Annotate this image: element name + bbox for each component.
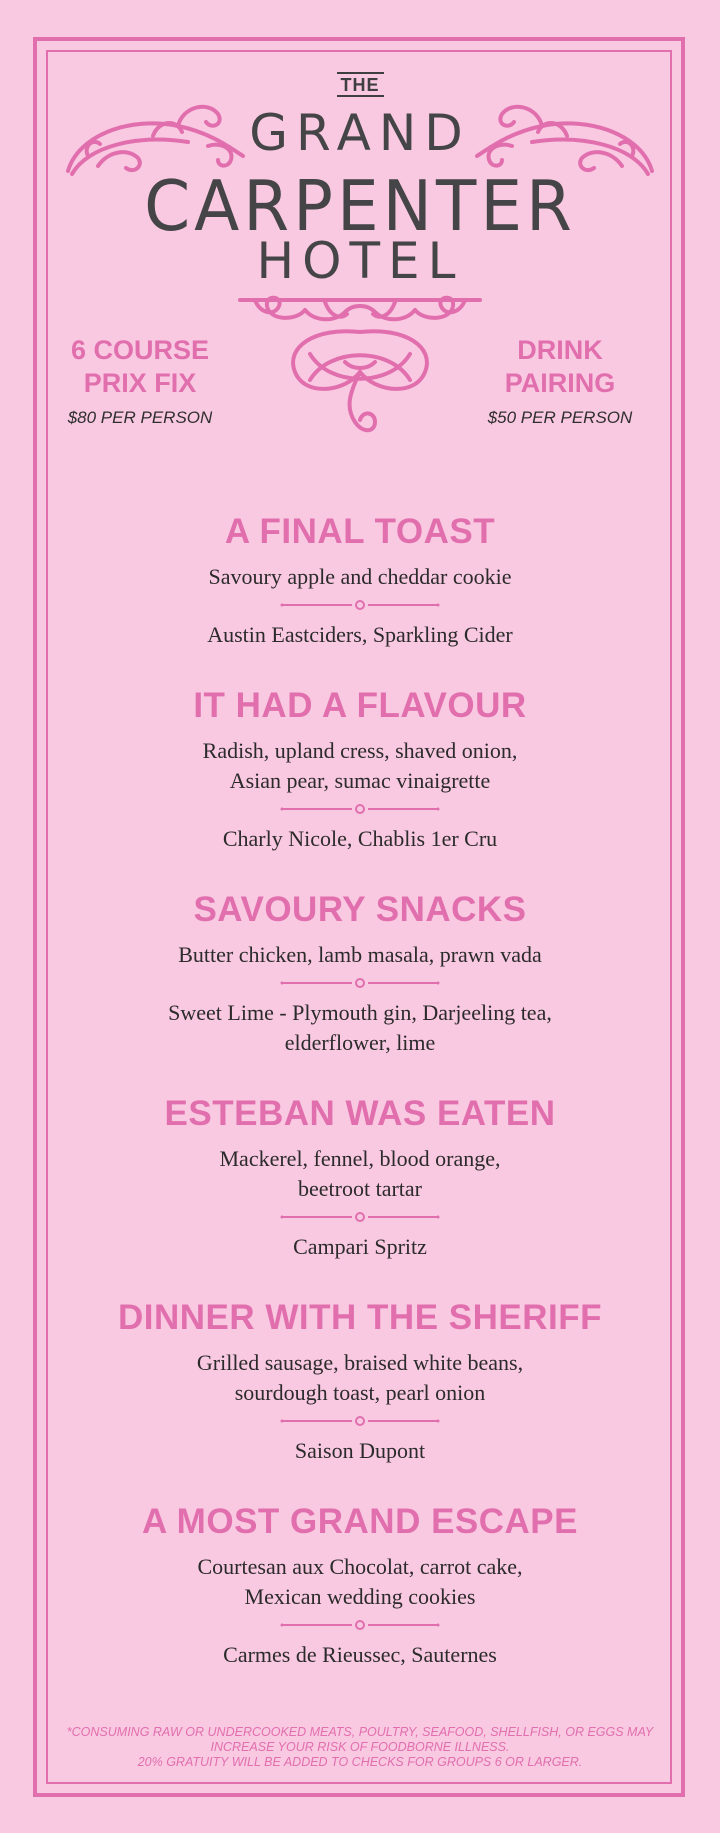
- course-drink-line: Sweet Lime - Plymouth gin, Darjeeling tea,: [168, 1000, 552, 1025]
- divider-ornament-icon: [280, 1414, 440, 1428]
- prix-fix-block: [40, 334, 240, 428]
- footer-line: 20% GRATUITY WILL BE ADDED TO CHECKS FOR GROUPS 6 OR LARGER.: [137, 1755, 583, 1769]
- course-drink-line: Charly Nicole, Chablis 1er Cru: [222, 826, 498, 851]
- drink-pairing-block: [460, 334, 660, 428]
- course-dish-line: Courtesan aux Chocolat, carrot cake,: [197, 1554, 523, 1579]
- course-1: [0, 512, 720, 650]
- divider-ornament-icon: [280, 976, 440, 990]
- course-dish-line: Asian pear, sumac vinaigrette: [229, 768, 491, 793]
- course-drink-line: Saison Dupont: [294, 1438, 426, 1463]
- course-title: DINNER WITH THE SHERIFF: [118, 1298, 602, 1337]
- drink-pairing-line1: DRINK: [517, 335, 603, 365]
- course-drink-line: Campari Spritz: [293, 1234, 427, 1259]
- prix-fix-line2: PRIX FIX: [83, 368, 197, 398]
- course-dish-line: Butter chicken, lamb masala, prawn vada: [178, 942, 542, 967]
- course-5: [0, 1298, 720, 1466]
- course-title: A MOST GRAND ESCAPE: [141, 1502, 578, 1541]
- divider-ornament-icon: [280, 598, 440, 612]
- header-hotel: HOTEL: [256, 232, 464, 290]
- header-grand: GRAND: [249, 104, 471, 162]
- course-drink-line: Carmes de Rieussec, Sauternes: [223, 1642, 497, 1667]
- course-dish-line: Radish, upland cress, shaved onion,: [202, 738, 518, 763]
- footer-line: *CONSUMING RAW OR UNDERCOOKED MEATS, POULTRY, SEAFOOD, SHELLFISH, OR EGGS MAY: [66, 1725, 654, 1739]
- course-dish-line: Mexican wedding cookies: [244, 1584, 476, 1609]
- course-dish-line: beetroot tartar: [298, 1176, 422, 1201]
- prix-fix-price: $80 PER PERSON: [67, 408, 213, 427]
- footer-line: INCREASE YOUR RISK OF FOODBORNE ILLNESS.: [210, 1740, 510, 1754]
- divider-ornament-icon: [280, 802, 440, 816]
- course-dish-line: Savoury apple and cheddar cookie: [208, 564, 512, 589]
- course-title: ESTEBAN WAS EATEN: [164, 1094, 556, 1133]
- course-drink-line: Austin Eastciders, Sparkling Cider: [207, 622, 513, 647]
- course-4: [0, 1094, 720, 1262]
- divider-ornament-icon: [280, 1210, 440, 1224]
- drink-pairing-line2: PAIRING: [504, 368, 616, 398]
- header-the: THE: [0, 72, 720, 97]
- center-knot-ornament-icon: [235, 292, 485, 462]
- divider-ornament-icon: [280, 1618, 440, 1632]
- course-dish-line: Mackerel, fennel, blood orange,: [219, 1146, 501, 1171]
- course-dish-line: sourdough toast, pearl onion: [234, 1380, 486, 1405]
- course-title: IT HAD A FLAVOUR: [193, 686, 527, 725]
- drink-pairing-price: $50 PER PERSON: [487, 408, 633, 427]
- header-carpenter: CARPENTER: [144, 166, 576, 247]
- course-drink-line: elderflower, lime: [284, 1030, 436, 1055]
- course-title: A FINAL TOAST: [224, 512, 496, 551]
- course-3: [0, 890, 720, 1058]
- course-6: [0, 1502, 720, 1670]
- course-title: SAVOURY SNACKS: [193, 890, 527, 929]
- footer-disclaimer: [0, 1725, 720, 1770]
- course-dish-line: Grilled sausage, braised white beans,: [196, 1350, 524, 1375]
- prix-fix-line1: 6 COURSE: [70, 335, 210, 365]
- course-2: [0, 686, 720, 854]
